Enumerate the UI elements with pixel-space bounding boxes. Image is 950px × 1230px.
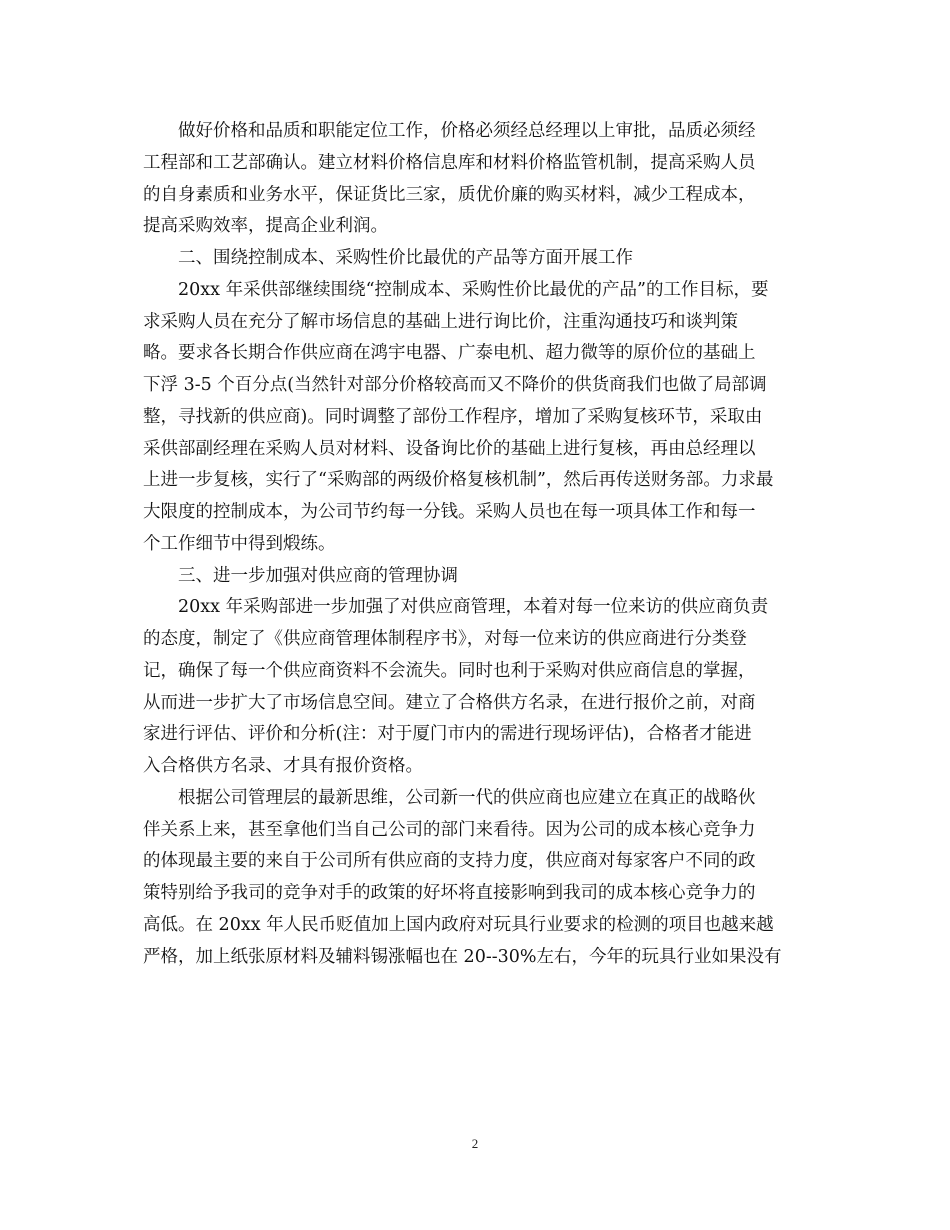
- paragraph-line: 20xx 年采供部继续围绕“控制成本、采购性价比最优的产品”的工作目标，要: [178, 279, 769, 300]
- paragraph-line: 高低。在 20xx 年人民币贬值加上国内政府对玩具行业要求的检测的项目也越来越: [143, 914, 774, 935]
- paragraph-line: 大限度的控制成本，为公司节约每一分钱。采购人员也在每一项具体工作和每一: [143, 502, 756, 522]
- paragraph-supplier-management: [143, 592, 809, 783]
- paragraph-line: 做好价格和品质和职能定位工作，价格必须经总经理以上审批，品质必须经: [178, 121, 756, 141]
- paragraph-line: 提高采购效率，提高企业利润。: [143, 216, 388, 237]
- paragraph-line: 根据公司管理层的最新思维，公司新一代的供应商也应建立在真正的战略伙: [178, 787, 756, 808]
- paragraph-cost-control: [143, 275, 809, 561]
- section-heading-text: 二、围绕控制成本、采购性价比最优的产品等方面开展工作: [178, 248, 633, 268]
- section-heading-cost-control: [143, 243, 809, 275]
- document-body: [143, 116, 809, 973]
- paragraph-line: 策特别给予我司的竞争对手的政策的好坏将直接影响到我司的成本核心竞争力的: [143, 883, 756, 903]
- paragraph-line: 求采购人员在充分了解市场信息的基础上进行询比价，注重沟通技巧和谈判策: [143, 311, 738, 332]
- paragraph-line: 个工作细节中得到煅练。: [143, 533, 336, 554]
- paragraph-line: 下浮 3-5 个百分点(当然针对部分价格较高而又不降价的供货商我们也做了局部调: [143, 375, 767, 395]
- paragraph-line: 从而进一步扩大了市场信息空间。建立了合格供方名录，在进行报价之前，对商: [143, 692, 756, 713]
- paragraph-line: 整，寻找新的供应商)。同时调整了部份工作程序，增加了采购复核环节，采取由: [143, 406, 763, 427]
- paragraph-price-quality: [143, 116, 809, 243]
- paragraph-line: 的态度，制定了《供应商管理体制程序书》，对每一位来访的供应商进行分类登: [143, 629, 747, 649]
- paragraph-line: 入合格供方名录、才具有报价资格。: [143, 756, 423, 776]
- paragraph-line: 记，确保了每一个供应商资料不会流失。同时也利于采购对供应商信息的掌握，: [143, 660, 756, 681]
- paragraph-line: 家进行评估、评价和分析(注：对于厦门市内的需进行现场评估)，合格者才能进: [143, 724, 752, 745]
- paragraph-line: 工程部和工艺部确认。建立材料价格信息库和材料价格监管机制，提高采购人员: [143, 152, 756, 173]
- paragraph-line: 采供部副经理在采购人员对材料、设备询比价的基础上进行复核，再由总经理以: [143, 438, 756, 459]
- section-heading-text: 三、进一步加强对供应商的管理协调: [178, 565, 458, 586]
- paragraph-line: 伴关系上来，甚至拿他们当自己公司的部门来看待。因为公司的成本核心竞争力: [143, 819, 756, 840]
- page-number: 2: [471, 1136, 479, 1151]
- paragraph-strategic-partnership: [143, 783, 809, 974]
- section-heading-supplier-management: [143, 561, 809, 593]
- paragraph-line: 20xx 年采购部进一步加强了对供应商管理，本着对每一位来访的供应商负责: [178, 597, 769, 618]
- paragraph-line: 的自身素质和业务水平，保证货比三家，质优价廉的购买材料，减少工程成本，: [143, 184, 756, 205]
- paragraph-line: 上进一步复核，实行了“采购部的两级价格复核机制”，然后再传送财务部。力求最: [143, 470, 774, 491]
- paragraph-line: 严格，加上纸张原材料及辅料锡涨幅也在 20--30%左右，今年的玩具行业如果没有: [143, 946, 782, 967]
- paragraph-line: 的体现最主要的来自于公司所有供应商的支持力度，供应商对每家客户不同的政: [143, 851, 756, 872]
- paragraph-line: 略。要求各长期合作供应商在鸿宇电器、广泰电机、超力微等的原价位的基础上: [143, 343, 756, 364]
